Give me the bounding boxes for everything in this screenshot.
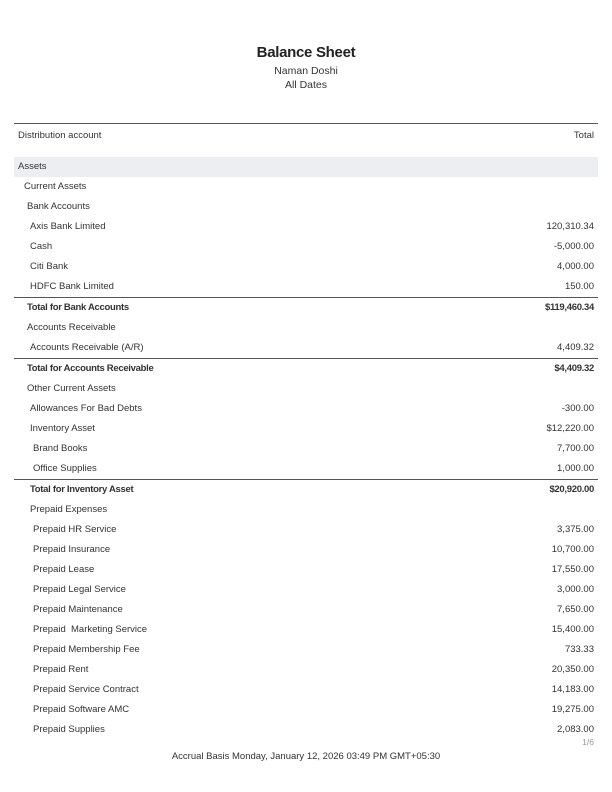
row-label: Prepaid Expenses — [30, 504, 108, 515]
row-label: Total for Accounts Receivable — [27, 363, 154, 374]
row-value: 7,650.00 — [557, 604, 594, 615]
report-table-body — [14, 157, 598, 740]
section-row — [14, 318, 598, 338]
row-label: Prepaid Rent — [33, 664, 89, 675]
row-label: Accounts Receivable — [27, 322, 116, 333]
table-row — [14, 419, 598, 439]
row-value: $20,920.00 — [549, 484, 594, 495]
row-value: 150.00 — [564, 281, 594, 292]
total-row — [14, 358, 598, 379]
table-row — [14, 680, 598, 700]
row-value: $119,460.34 — [544, 302, 594, 313]
row-value: 4,409.32 — [557, 342, 594, 353]
row-label: Prepaid Insurance — [33, 544, 111, 555]
table-row — [14, 600, 598, 620]
row-label: Total for Bank Accounts — [27, 302, 129, 313]
section-row — [14, 177, 598, 197]
row-value: 120,310.34 — [546, 221, 594, 232]
row-label: Prepaid Membership Fee — [33, 644, 140, 655]
table-row — [14, 560, 598, 580]
table-row — [14, 399, 598, 419]
table-row — [14, 660, 598, 680]
table-row — [14, 257, 598, 277]
row-value: 17,550.00 — [551, 564, 594, 575]
row-value: $4,409.32 — [554, 363, 594, 374]
report-footer: Accrual Basis Monday, January 12, 2026 03:49 PM GMT+05:30 — [171, 751, 441, 762]
row-value: -5,000.00 — [553, 241, 594, 252]
table-row — [14, 640, 598, 660]
row-label: Prepaid Service Contract — [33, 684, 139, 695]
table-row — [14, 217, 598, 237]
row-value: 7,700.00 — [557, 443, 594, 454]
table-row — [14, 520, 598, 540]
row-label: Total for Inventory Asset — [30, 484, 134, 495]
page-number: 1/6 — [582, 737, 594, 747]
row-label: HDFC Bank Limited — [30, 281, 114, 292]
company-name: Naman Doshi — [274, 65, 338, 77]
row-label: Prepaid Legal Service — [33, 584, 126, 595]
row-value: 14,183.00 — [551, 684, 594, 695]
row-label: Prepaid Lease — [33, 564, 95, 575]
row-label: Other Current Assets — [27, 383, 116, 394]
table-row — [14, 580, 598, 600]
table-row — [14, 237, 598, 257]
row-value: 15,400.00 — [551, 624, 594, 635]
row-value: 1,000.00 — [557, 463, 594, 474]
report-period: All Dates — [284, 79, 327, 91]
row-label: Current Assets — [24, 181, 87, 192]
table-row — [14, 620, 598, 640]
row-label: Axis Bank Limited — [30, 221, 106, 232]
row-value: $12,220.00 — [546, 423, 594, 434]
row-label: Prepaid Maintenance — [33, 604, 123, 615]
row-label: Bank Accounts — [27, 201, 90, 212]
table-row — [14, 700, 598, 720]
section-row — [14, 157, 598, 177]
report-title: Balance Sheet — [256, 44, 356, 61]
row-label: Office Supplies — [33, 463, 97, 474]
row-label: Prepaid HR Service — [33, 524, 117, 535]
row-value: 3,000.00 — [557, 584, 594, 595]
total-row — [14, 479, 598, 500]
row-value: 4,000.00 — [557, 261, 594, 272]
total-row — [14, 297, 598, 318]
row-label: Assets — [18, 161, 47, 172]
row-label: Prepaid Software AMC — [33, 704, 130, 715]
row-label: Allowances For Bad Debts — [30, 403, 142, 414]
row-value: -300.00 — [561, 403, 594, 414]
row-value: 733.33 — [564, 644, 594, 655]
table-row — [14, 720, 598, 740]
row-value: 20,350.00 — [551, 664, 594, 675]
row-label: Cash — [30, 241, 53, 252]
row-value: 10,700.00 — [551, 544, 594, 555]
section-row — [14, 379, 598, 399]
row-value: 2,083.00 — [557, 724, 594, 735]
table-row — [14, 540, 598, 560]
table-row — [14, 439, 598, 459]
row-label: Prepaid Supplies — [33, 724, 105, 735]
row-label: Prepaid Marketing Service — [33, 624, 148, 635]
column-header-total: Total — [573, 130, 594, 141]
table-header — [14, 123, 598, 159]
section-row — [14, 500, 598, 520]
row-label: Inventory Asset — [30, 423, 95, 434]
table-row — [14, 277, 598, 297]
column-header-account: Distribution account — [18, 130, 102, 141]
row-label: Citi Bank — [30, 261, 69, 272]
row-label: Accounts Receivable (A/R) — [30, 342, 144, 353]
row-label: Brand Books — [33, 443, 88, 454]
table-row — [14, 338, 598, 358]
table-row — [14, 459, 598, 479]
section-row — [14, 197, 598, 217]
row-value: 3,375.00 — [557, 524, 594, 535]
row-value: 19,275.00 — [551, 704, 594, 715]
